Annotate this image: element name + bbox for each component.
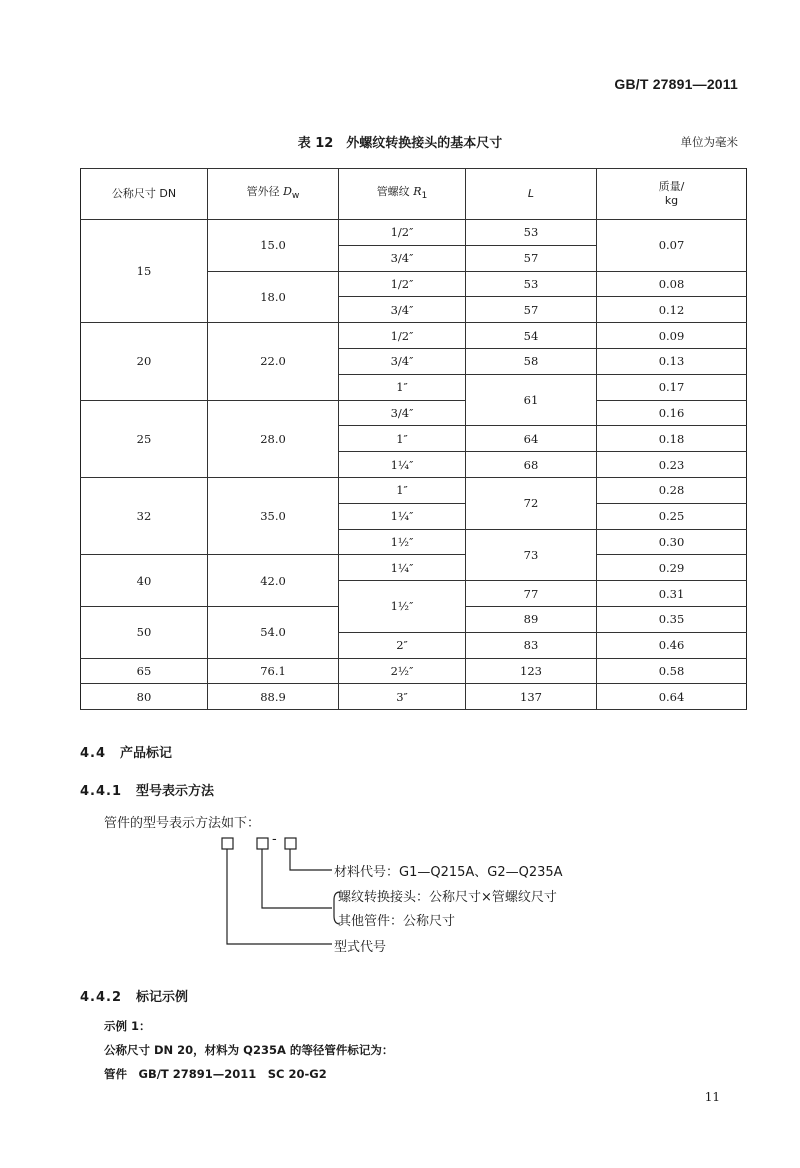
section-number: 4.4.1 [80,784,123,799]
example-mark: 管件 GB/T 27891—2011 SC 20-G2 [104,1067,327,1081]
cell-l: 53 [466,220,597,246]
cell-dw: 88.9 [208,684,339,710]
r1-sub: 1 [421,190,428,202]
standard-code: GB/T 27891—2011 [614,76,738,92]
mass-unit-line2: kg [664,194,679,207]
cell-l: 53 [466,271,597,297]
cell-l: 123 [466,658,597,684]
cell-thread: 1½″ [339,581,466,633]
cell-mass: 0.23 [597,452,747,478]
cell-l: 77 [466,581,597,607]
material-leader [290,849,332,870]
col-header-mass [597,169,747,220]
col-header-dn: 公称尺寸 DN [81,169,208,220]
example-text: 公称尺寸 DN 20，材料为 Q235A 的等径管件标记为： [104,1043,394,1057]
cell-dn: 20 [81,323,208,400]
table-caption: 表 12 外螺纹转换接头的基本尺寸 [297,136,503,151]
section-title: 型号表示方法 [136,784,215,799]
cell-l: 89 [466,606,597,632]
cell-thread: 1″ [339,374,466,400]
cell-dn: 15 [81,220,208,323]
cell-l: 57 [466,297,597,323]
type-code-box [222,838,233,849]
cell-thread: 1¼″ [339,503,466,529]
size-leader [262,849,332,908]
cell-thread: 3/4″ [339,400,466,426]
type-leader [227,849,332,944]
table-row [81,477,747,503]
cell-dn: 40 [81,555,208,607]
cell-dw: 76.1 [208,658,339,684]
cell-l: 54 [466,323,597,349]
cell-mass: 0.17 [597,374,747,400]
r1-symbol: R [413,184,422,198]
cell-dn: 50 [81,606,208,658]
cell-mass: 0.09 [597,323,747,349]
cell-mass: 0.08 [597,271,747,297]
cell-mass: 0.12 [597,297,747,323]
dimensions-table [80,168,747,710]
cell-l: 137 [466,684,597,710]
cell-mass: 0.13 [597,348,747,374]
cell-thread: 1½″ [339,529,466,555]
cell-dw: 18.0 [208,271,339,323]
dash-separator: - [272,832,277,847]
cell-thread: 2″ [339,632,466,658]
cell-mass: 0.31 [597,581,747,607]
example-label: 示例 1： [104,1019,151,1033]
section-4-4-1-heading [80,780,214,799]
cell-mass: 0.25 [597,503,747,529]
section-title: 产品标记 [120,746,173,761]
material-code-label: 材料代号：G1—Q215A、G2—Q235A [334,865,563,880]
cell-mass: 0.29 [597,555,747,581]
size-code-box [257,838,268,849]
cell-l: 64 [466,426,597,452]
section-number: 4.4 [80,746,107,761]
cell-thread: 1¼″ [339,555,466,581]
r1-prefix: 管螺纹 [376,184,414,198]
type-code-label: 型式代号 [334,940,387,955]
cell-thread: 1/2″ [339,323,466,349]
cell-l: 68 [466,452,597,478]
table-header-row [81,169,747,220]
cell-thread: 1/2″ [339,220,466,246]
cell-l: 73 [466,529,597,581]
cell-mass: 0.35 [597,606,747,632]
cell-dw: 54.0 [208,606,339,658]
col-header-length: L [466,169,597,220]
table-unit: 单位为毫米 [680,135,738,149]
col-header-outer-diameter [208,169,339,220]
section-4-4-2-heading [80,986,188,1005]
model-notation-diagram [200,828,620,958]
thread-adapter-size-label: 螺纹转换接头：公称尺寸×管螺纹尺寸 [338,890,557,905]
section-title: 标记示例 [136,990,189,1005]
dw-prefix: 管外径 [246,184,284,198]
cell-dw: 22.0 [208,323,339,400]
cell-dw: 35.0 [208,477,339,554]
cell-l: 61 [466,374,597,426]
mass-unit-line1: 质量/ [658,180,685,193]
cell-mass: 0.18 [597,426,747,452]
cell-thread: 3/4″ [339,297,466,323]
table-row [81,684,747,710]
cell-dw: 42.0 [208,555,339,607]
table-row [81,400,747,426]
cell-mass: 0.07 [597,220,747,272]
page-number: 11 [704,1090,720,1104]
cell-thread: 1¼″ [339,452,466,478]
cell-dn: 65 [81,658,208,684]
other-fitting-size-label: 其他管件：公称尺寸 [338,914,456,929]
section-number: 4.4.2 [80,990,123,1005]
cell-mass: 0.28 [597,477,747,503]
cell-dn: 80 [81,684,208,710]
cell-thread: 1″ [339,477,466,503]
cell-mass: 0.58 [597,658,747,684]
table-row [81,658,747,684]
cell-mass: 0.46 [597,632,747,658]
cell-dn: 32 [81,477,208,554]
table-row [81,323,747,349]
cell-l: 58 [466,348,597,374]
cell-l: 72 [466,477,597,529]
cell-l: 57 [466,245,597,271]
col-header-thread [339,169,466,220]
cell-thread: 3/4″ [339,245,466,271]
cell-dn: 25 [81,400,208,477]
cell-mass: 0.16 [597,400,747,426]
cell-mass: 0.30 [597,529,747,555]
table-row [81,220,747,246]
dw-sub: w [291,190,300,202]
model-notation-intro: 管件的型号表示方法如下： [104,816,261,831]
cell-thread: 2½″ [339,658,466,684]
cell-l: 83 [466,632,597,658]
cell-thread: 1″ [339,426,466,452]
table-row [81,555,747,581]
cell-thread: 1/2″ [339,271,466,297]
cell-thread: 3/4″ [339,348,466,374]
section-4-4-heading [80,742,172,761]
cell-dw: 28.0 [208,400,339,477]
cell-dw: 15.0 [208,220,339,272]
material-code-box [285,838,296,849]
cell-thread: 3″ [339,684,466,710]
cell-mass: 0.64 [597,684,747,710]
dw-symbol: D [283,184,292,198]
